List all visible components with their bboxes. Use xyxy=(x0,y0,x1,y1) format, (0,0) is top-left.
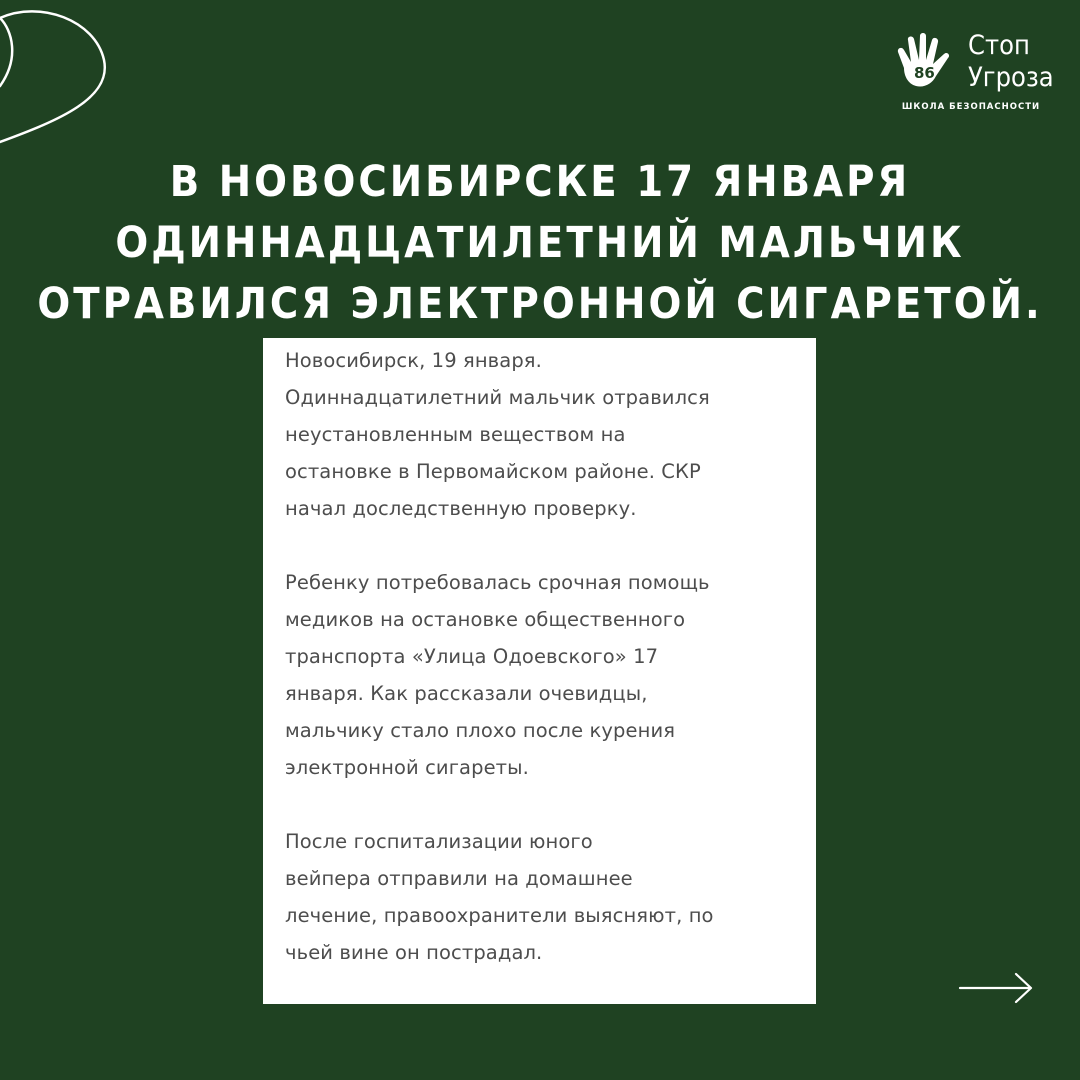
article-line: мальчику стало плохо после курения xyxy=(285,719,676,742)
article-line: транспорта «Улица Одоевского» 17 xyxy=(285,645,659,668)
logo-subtitle: ШКОЛА БЕЗОПАСНОСТИ xyxy=(901,102,1041,112)
article-line: вейпера отправили на домашнее xyxy=(285,867,633,890)
article-line: начал доследственную проверку. xyxy=(285,497,637,520)
hand-icon xyxy=(894,30,960,96)
logo-title-line2: Угроза xyxy=(968,62,1054,93)
article-line: января. Как рассказали очевидцы, xyxy=(285,682,648,705)
curved-line-decoration xyxy=(0,0,120,160)
article-line: электронной сигареты. xyxy=(285,756,529,779)
article-line: чьей вине он пострадал. xyxy=(285,941,543,964)
brand-logo xyxy=(888,24,1058,122)
headline-line: ОДИННАДЦАТИЛЕТНИЙ МАЛЬЧИК xyxy=(115,218,965,268)
article-line: неустановленным веществом на xyxy=(285,423,626,446)
arrow-right-icon[interactable] xyxy=(956,968,1036,1008)
article-paragraph xyxy=(285,342,796,527)
article-line: остановке в Первомайском районе. СКР xyxy=(285,460,701,483)
headline-line: В НОВОСИБИРСКЕ 17 ЯНВАРЯ xyxy=(169,157,911,207)
article-line: Ребенку потребовалась срочная помощь xyxy=(285,571,710,594)
article-line: После госпитализации юного xyxy=(285,830,593,853)
article-line: Новосибирск, 19 января. xyxy=(285,349,542,372)
article-card xyxy=(263,338,816,1004)
article-line: медиков на остановке общественного xyxy=(285,608,686,631)
logo-title-line1: Стоп xyxy=(968,30,1030,61)
article-line: лечение, правоохранители выясняют, по xyxy=(285,904,714,927)
logo-number: 86 xyxy=(914,64,935,82)
headline xyxy=(20,152,1060,335)
article-paragraph xyxy=(285,564,796,786)
article-paragraph xyxy=(285,823,796,971)
article-line: Одиннадцатилетний мальчик отравился xyxy=(285,386,710,409)
headline-line: ОТРАВИЛСЯ ЭЛЕКТРОННОЙ СИГАРЕТОЙ. xyxy=(37,279,1043,329)
